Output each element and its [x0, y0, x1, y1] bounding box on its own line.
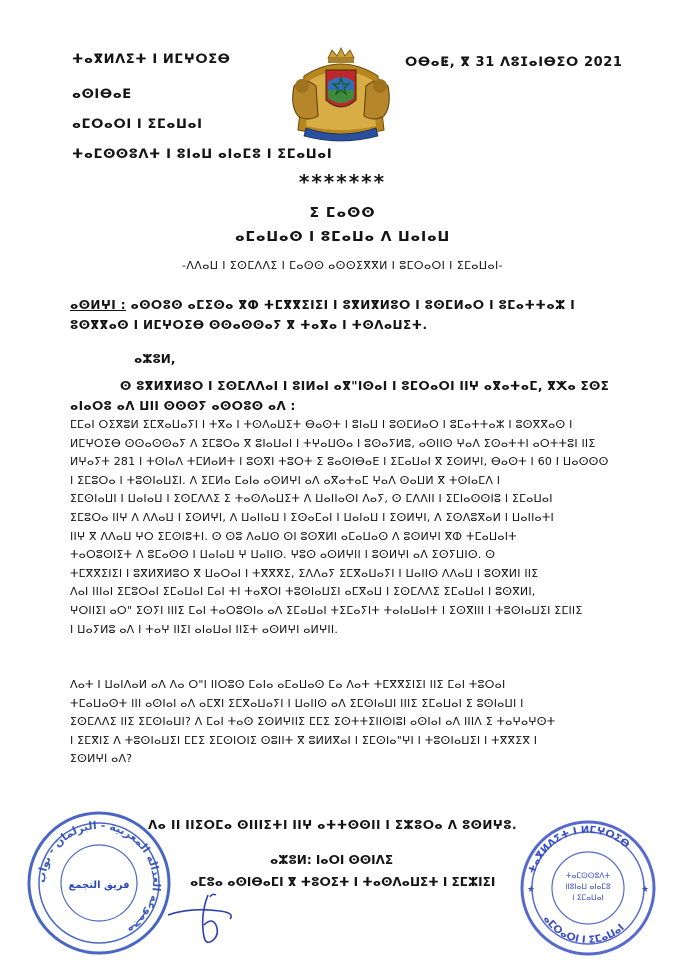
right-stamp	[513, 818, 663, 958]
svg-text:مجموعة العدالة المغربية - البر	[35, 819, 163, 937]
right-stamp-center-line-1: ⵜⴰⵎⵙⵙⵓⴷⵜ	[565, 871, 611, 880]
subject-text: ⴰⵙⵔⵓⵙ ⴰⵎⵉⵙⴰ ⴳⵀ ⵜⵎⴳⴳⵉⵏⵉⵏ ⵏ ⵓⴳⵍⴳⵍⵓⵔ ⵏ ⵓⵙⵎⵍⴰⵔ ⵏ ⵓⵎⴰⵜⵜⴰⵣ ⵏ ⵓⵙⴳⴳⴰⵙ ⵏ ⵍⵎⵖⵔⵉⴱ ⵙⵙⴰⵙⵙⴰⵢ ⴳ ⵜⴰⴳⴰ ⵏ ⵜⵙⴷⴰⵡⵉⵜ.	[70, 298, 576, 332]
body-line: ⵉⵙⵍⵖⵏ ⴰⴷ?	[70, 752, 133, 766]
right-stamp-bottom-text: ⴰⵎⵔⴰⵔⵏ ⵏ ⵉⵎⴰⵡⴰⵏ	[540, 913, 627, 947]
body-line: ⵉⵎⵙⵏⴰⵡⵏ ⵏ ⵡⴰⵏⴰⵡ ⵏ ⵉⵙⵎⴷⴷⵉ ⵉ ⵜⴰⵙⴷⴰⵡⵉⵜ ⴷ ⵡⴰⵏⵏⴰⵙⵏ ⴷⴰⵢ, ⵙ ⵎⴷⴷⵏⵏ ⵏ ⵉⵎⵏⴰⵙⵙⵏⵓ ⵏ ⵉⵎⴰⵡⴰⵏ	[70, 492, 553, 506]
body-line: ⵏ ⵡⴰⵢⵍⵓ ⴰⴷ ⵏ ⵜⴰⵖ ⵏⵏⵉⵏ ⴰⵏⴰⵡⴰⵏ ⵏⵏⵉⵜ ⴰⵙⵍⵖⵏ ⴰⵍⵖⵏⵏ.	[70, 622, 339, 636]
body-line: ⴷⴰⵏ ⵏⵏⵏⴰⵏ ⵉⵎⵓⵔⴰⵏ ⵉⵎⴰⵡⴰⵏ ⵎⴰⵏ ⵜⵏ ⵜⴰⴳⵔⵏ ⵜⵓⵙⵏⴰⵡⵉⵏ ⴰⵎⴳⴰⵡ ⵏ ⵉⵙⵎⴷⴷⵉ ⵉⵎⴰⵡⴰⵏ ⵏ ⵓⵙⴳⵍⵏ,	[70, 585, 536, 599]
body-line: ⵜⵎⴰⵡⴰⵙⵜ ⵏⵏⵏ ⴰⵙⵏⴰⵏ ⴰⴷ ⴰⵎⴳⵏ ⵉⵎⴳⴰⵡⴰⵢⵏ ⵏ ⵡⴰⵏⵏⵙ ⴰⴷ ⵉⵎⵙⵏⴰⵡⵏ ⵏⵏⵏⵉ ⵉⵎⴰⵡⴰⵏ ⵉ ⵓⵙⵏⴰⵡⵏ ⵏ	[70, 696, 524, 710]
body-line: ⵉⵎⵓⵔⴰ ⵏⵏⵖ ⴷ ⴷⴷⴰⵡ ⵏ ⵉⵙⵍⵖⵏ, ⴷ ⵡⴰⵏⵏⴰⵡ ⵏ ⵉⵙⴰⵎⴰⵏ ⵏ ⵡⴰⵏⴰⵡ ⵏ ⵉⵙⵍⵖⵏ, ⴷ ⵉⵙⴷⵓⴳⴰⵍ ⵏ ⵡⴰⵏⵏⴰⵜⵏ	[70, 510, 554, 524]
header-institution-line-3: ⴰⵎⵔⴰⵔⵏ ⵏ ⵉⵎⴰⵡⴰⵏ	[72, 117, 203, 132]
left-stamp-center-text: فريق التجمع	[68, 880, 130, 891]
body-line: ⴷⴰⵜ ⵏ ⵡⴰⵏⴷⴰⵍ ⴰⴷ ⴷⴰ ⵔ"ⵏ ⵏⵏⵔⵓⵙ ⵎⴰⵏⴰ ⴰⵎⴰⵡⴰⵙ ⵎⴰ ⴷⴰⵜ ⵜⵎⴳⴳⵉⵏⵉⵏ ⵏⵏⵉ ⵎⴰⵏ ⵜⵓⵔⴰⵏ	[70, 678, 506, 691]
body-line: ⵖⵔⵏⵏⵉⵏ ⴰⵔ" ⵉⵙⵢⵏ ⵏⵏⵏⵉ ⵎⴰⵏ ⵜⴰⵔⵓⵙⵏⴰ ⴰⴷ ⵉⵎⴰⵡⴰⵏ ⵜⵉⵎⴰⵢⵏⵜ ⵜⴰⵏⴰⵡⴰⵏⵜ ⵏ ⵉⵙⴳⵏⵏⵏ ⵏ ⵜⵓⵙⵏⴰⵡⵉⵏ ⵉⵎⵏⵏⵉ	[70, 603, 583, 617]
header-institution-line-2: ⴰⵙⵏⴱⴰⴹ	[72, 87, 132, 102]
star-icon: ★	[527, 885, 536, 895]
header-institution-line-1: ⵜⴰⴳⵍⴷⵉⵜ ⵏ ⵍⵎⵖⵔⵉⴱ	[72, 52, 231, 67]
body-line: ⵏ ⵉⵎⴳⵏⵉ ⴷ ⵜⵓⵙⵏⴰⵡⵉⵏ ⵎⵎⵉ ⵉⵎⵙⵏⵔⵏⵉ ⵙⵓⵏⵏⵜ ⴳ ⵓⵍⵍⴳⴰⵏ ⵏ ⵉⵎⵙⵏⴰ"ⵖⵏ ⵏ ⵜⵓⵙⵏⴰⵡⵉⵏ ⵏ ⵜⴳⴳⵉⴳ ⵏ	[70, 733, 538, 747]
left-stamp	[24, 808, 174, 958]
signatory-role: ⴰⵎⵓⴰ ⴰⵙⵏⴱⴰⵎⵏ ⴳ ⵜⵓⵔⵉⵜ ⵏ ⵜⴰⵙⴷⴰⵡⵉⵜ ⵏ ⵉⵎⵣⵏⵉⵏ	[190, 875, 496, 889]
svg-text:ⴰⵎⵔⴰⵔⵏ ⵏ ⵉⵎⴰⵡⴰⵏ	[541, 914, 627, 946]
body-line: ⵍⵖⴰⵢⵜ 281 ⵏ ⵜⵙⵏⴰⴷ ⵜⵎⵍⴰⵍⵜ ⵏ ⵓⵙⴳⵏ ⵜⵓⵔⵜ ⵉ ⵓⴰⵙⵏⴱⴰⴹ ⵏ ⵉⵎⴰⵡⴰⵏ ⴳ ⵉⵙⵍⵖⵏ, ⴱⴰⵙⵜ ⵏ 60 ⵏ ⵡⴰⵙⵙⵙ	[70, 455, 609, 469]
separator-stars: *******	[298, 170, 387, 194]
right-stamp-center-line-3: ⵏ ⵉⵎⴰⵡⴰⵏ	[572, 893, 604, 902]
date-line: ⵔⴱⴰⵟ, ⴳ 31 ⴷⵓⵊⴰⵏⴱⵉⵔ 2021	[405, 55, 623, 70]
addressee-line-1: ⵉ ⵎⴰⵙⵙ	[309, 205, 376, 221]
body-line: ⵉⵙⵎⴷⴷⵉ ⵏⵏⵉ ⵉⵎⵙⵏⴰⵡⵏ? ⴷ ⵎⴰⵏ ⵜⴰⵙ ⵉⵙⵍⵖⵏⵏⵉ ⵎⵎⵉ ⵉⵙⵜⵜⵉⵏⵏⵙⵏⵓⵏ ⴰⵙⵏⴰⵏ ⴰⴷ ⵏⵏⵏⴷ ⵉ ⵜⴰⵖⴰⵖⵙⵜ	[70, 715, 556, 729]
closing-line: ⴷⴰ ⵏⵏ ⵏⵏⵉⵔⵎⴰ ⵙⵏⵏⵏⵉⵜⵏ ⵏⵏⵖ ⴰⵜⵜⵙⵙⵏⵏ ⵏ ⵉⵣⵓⵔⴰ ⴷ ⵓⵙⵍⵖⵓ.	[148, 818, 517, 832]
greeting: ⴰⵣⵓⵍ,	[134, 352, 176, 366]
body-line: ⵜⴰⵔⵓⵙⵏⵉⵜ ⴷ ⵓⵎⴰⵙⵙ ⵏ ⵡⴰⵏⴰⵡ ⵖ ⵡⴰⵏⵏⵙ. ⵖⵓⵙ ⴰⵙⵍⵖⵏⵏ ⵏ ⵓⵙⵍⵖⵏ ⴰⴷ ⵉⵙⵢⵡⵏⵙ. ⵙ	[70, 548, 496, 562]
addressee-line-3: -ⴷⴷⴰⵡ ⵏ ⵉⵙⵎⴷⴷⵉ ⵏ ⵎⴰⵙⵙ ⴰⵙⵙⵉⴳⴳⵍ ⵏ ⵓⵎⵔⴰⵔⵏ ⵏ ⵉⵎⴰⵡⴰⵏ-	[181, 259, 504, 272]
svg-text:ⵜⴰⴳⵍⴷⵉⵜ ⵏ ⵍⵎⵖⵔⵉⴱ	[527, 825, 631, 875]
handwritten-signature	[160, 885, 245, 950]
body-line: ⵏⵏⵖ ⴳ ⴷⴷⴰⵡ ⵖⵔ ⵉⵎⵙⵏⵓⵜⵏ. ⵙ ⵙⵓ ⴷⴰⵡⵙ ⵙⵏ ⵓⵙⴳⵍⵏ ⴰⵎⴰⵡⴰⵙ ⴷ ⵓⵙⵍⵖⵏ ⴳⵀ ⵜⵎⴰⵡⴰⵏⵜ	[70, 529, 517, 543]
left-stamp-ring-text: مجموعة العدالة المغربية - البرلمان - نواب	[34, 818, 164, 938]
subject-block	[70, 295, 630, 335]
body-line: ⵍⵎⵖⵔⵉⴱ ⵙⵙⴰⵙⵙⴰⵢ ⴷ ⵉⵎⵓⵔⴰ ⴳ ⵓⵏⴰⵡⴰⵏ ⵏ ⵜⵖⴰⵡⵙⴰ ⵏ ⵓⵙⴰⵢⵍⵓ, ⴰⵙⵏⵏⵙ ⵖⴰⴷ ⵉⵙⴰⵜⵜⵏ ⴰⵔⵜⵜⵓⵏ ⵏⵏⵉ	[70, 436, 596, 450]
intro-paragraph: ⵙ ⵓⴳⵍⴳⵍⵓⵔ ⵏ ⵉⵙⵎⴷⴷⴰⵏ ⵏ ⵓⵏⵍⴰⵏ ⴰⴳ"ⵏⵙⴰⵏ ⵏ ⵓⵎⵔⴰⵔⵏ ⵏⵏⵖ ⴰⴳⴰⵜⴰⵎ, ⴳⵅⴰ ⵉⵙⵉ ⴰⵏⴰⵔⵓ ⴰⴷ ⵡⵏⵏ ⵙⵙⵙⵢ ⴰⵙⵔⵓⵙ ⴰⴷ :	[70, 379, 610, 413]
body-paragraph-1	[70, 416, 630, 639]
body-line: ⵎⵎⴰⵏ ⵔⵉⴳⵓⵍ ⵉⵎⴳⴰⵡⴰⵢⵏ ⵏ ⵜⴳⴰ ⵏ ⵜⵙⴷⴰⵡⵉⵜ ⴱⴰⵙⵜ ⵏ ⵓⵏⴰⵡ ⵏ ⵓⵙⵎⵍⴰⵔ ⵏ ⵓⵎⴰⵜⵜⴰⵣ ⵏ ⵓⵙⴳⴳⴰⵙ ⵏ	[70, 418, 573, 431]
star-icon: ★	[641, 885, 650, 895]
right-stamp-center-line-2: ⵏⵏⵓⵏⴰⵡ ⴰⵏⴰⵎⵓ	[565, 882, 611, 891]
subject-label: ⴰⵙⵍⵖⵏ :	[70, 298, 126, 312]
addressee-line-2: ⴰⵎⴰⵡⴰⵙ ⵏ ⵓⵎⴰⵡⴰ ⴷ ⵡⴰⵏⴰⵡ	[235, 229, 450, 245]
body-line: ⵏ ⵉⵎⵓⵔⴰ ⵏ ⵜⵓⵙⵏⴰⵡⵉⵏ. ⴷ ⵉⵎⵍⴰ ⵎⴰⵏⴰ ⴰⵙⵍⵖⵏ ⴰⴷ ⴰⴳⴰⵜⴰⵎ ⵖⴰⴷ ⵙⴰⵡⵍ ⴳ ⵜⵙⵏⴰⵎⴷ ⵏ	[70, 473, 501, 487]
signatory-name: ⴰⵣⵓⵍ: ⵏⴰⵔⵏ ⵙⵙⵏⴷⵉ	[270, 853, 394, 867]
body-line: ⵜⵎⴳⴳⵉⵏⵉⵏ ⵏ ⵓⴳⵍⴳⵍⵓⵔ ⴳ ⵡⴰⵔⴰⵏ ⵏ ⵜⴳⴳⴳⵉ, ⵉⴷⴷⴰⵢ ⵉⵎⴳⴰⵡⴰⵢⵏ ⵏ ⵡⴰⵏⵏⵙ ⴷⴷⴰⵡ ⵏ ⵓⵙⴳⵍⵏ ⵏⵏⵉ	[70, 566, 539, 580]
header-institution-line-4: ⵜⴰⵎⵙⵙⵓⴷⵜ ⵏ ⵓⵏⴰⵡ ⴰⵏⴰⵎⵓ ⵏ ⵉⵎⴰⵡⴰⵏ	[72, 147, 333, 162]
royal-emblem-icon	[284, 46, 398, 142]
right-stamp-top-text: ⵜⴰⴳⵍⴷⵉⵜ ⵏ ⵍⵎⵖⵔⵉⴱ	[526, 824, 632, 876]
body-paragraph-2	[70, 676, 630, 769]
